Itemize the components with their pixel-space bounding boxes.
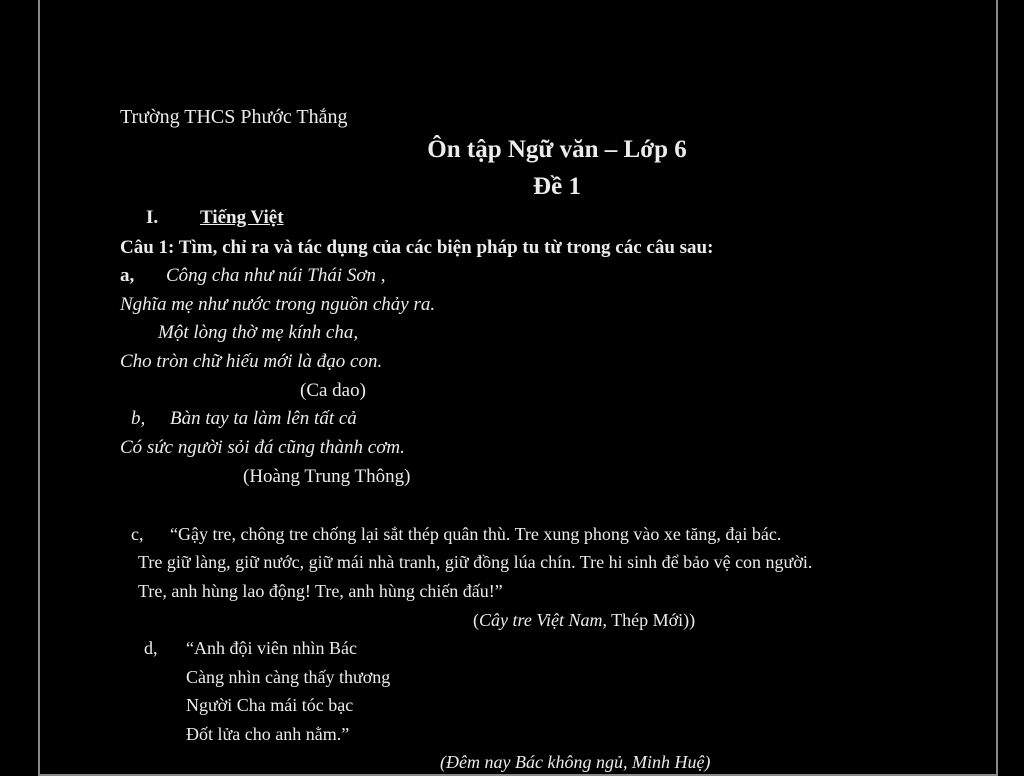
item-c-source-open: (	[473, 610, 479, 630]
item-c-source-work: Cây tre Việt Nam	[479, 610, 603, 630]
page-title: Ôn tập Ngữ văn – Lớp 6	[427, 136, 687, 163]
exam-number: Đề 1	[533, 173, 581, 200]
item-c-line: Tre, anh hùng lao động! Tre, anh hùng chiến đấu!”	[138, 581, 503, 601]
item-b-line: Bàn tay ta làm lên tất cả	[170, 408, 357, 429]
question-text: Tìm, chỉ ra và tác dụng của các biện pháp tu từ trong các câu sau:	[178, 237, 714, 258]
item-b-marker: b,	[131, 408, 146, 429]
item-d-line: “Anh đội viên nhìn Bác	[186, 638, 357, 658]
item-d-line: Đốt lửa cho anh nằm.”	[186, 724, 350, 744]
item-c-marker: c,	[131, 524, 144, 544]
section-title: Tiếng Việt	[200, 207, 284, 228]
school-name: Trường THCS Phước Thắng	[120, 106, 348, 128]
item-b-line: Có sức người sỏi đá cũng thành cơm.	[120, 437, 405, 458]
question-label: Câu 1:	[120, 237, 175, 258]
item-a-line: Cho tròn chữ hiếu mới là đạo con.	[120, 351, 383, 372]
item-a-line: Công cha như núi Thái Sơn ,	[166, 265, 386, 286]
item-c-source-author: , Thép Mới))	[602, 610, 696, 630]
item-c-line: Tre giữ làng, giữ nước, giữ mái nhà tranh, giữ đồng lúa chín. Tre hi sinh để bảo vệ con người.	[138, 552, 813, 572]
item-d-source: (Đêm nay Bác không ngủ, Minh Huệ)	[440, 752, 711, 772]
item-c-line: “Gậy tre, chông tre chống lại sắt thép quân thù. Tre xung phong vào xe tăng, đại bác.	[170, 524, 782, 544]
item-a-source: (Ca dao)	[300, 380, 366, 401]
item-c-source	[473, 609, 695, 631]
item-d-line: Người Cha mái tóc bạc	[186, 695, 354, 715]
item-a-line: Nghĩa mẹ như nước trong nguồn chảy ra.	[120, 294, 436, 315]
question-1	[120, 237, 713, 259]
item-d-marker: d,	[144, 638, 158, 658]
item-b-source: (Hoàng Trung Thông)	[243, 466, 411, 487]
item-d-line: Càng nhìn càng thấy thương	[186, 667, 391, 687]
item-a-line: Một lòng thờ mẹ kính cha,	[158, 322, 359, 343]
item-a-marker: a,	[120, 265, 135, 286]
section-number: I.	[146, 207, 159, 228]
